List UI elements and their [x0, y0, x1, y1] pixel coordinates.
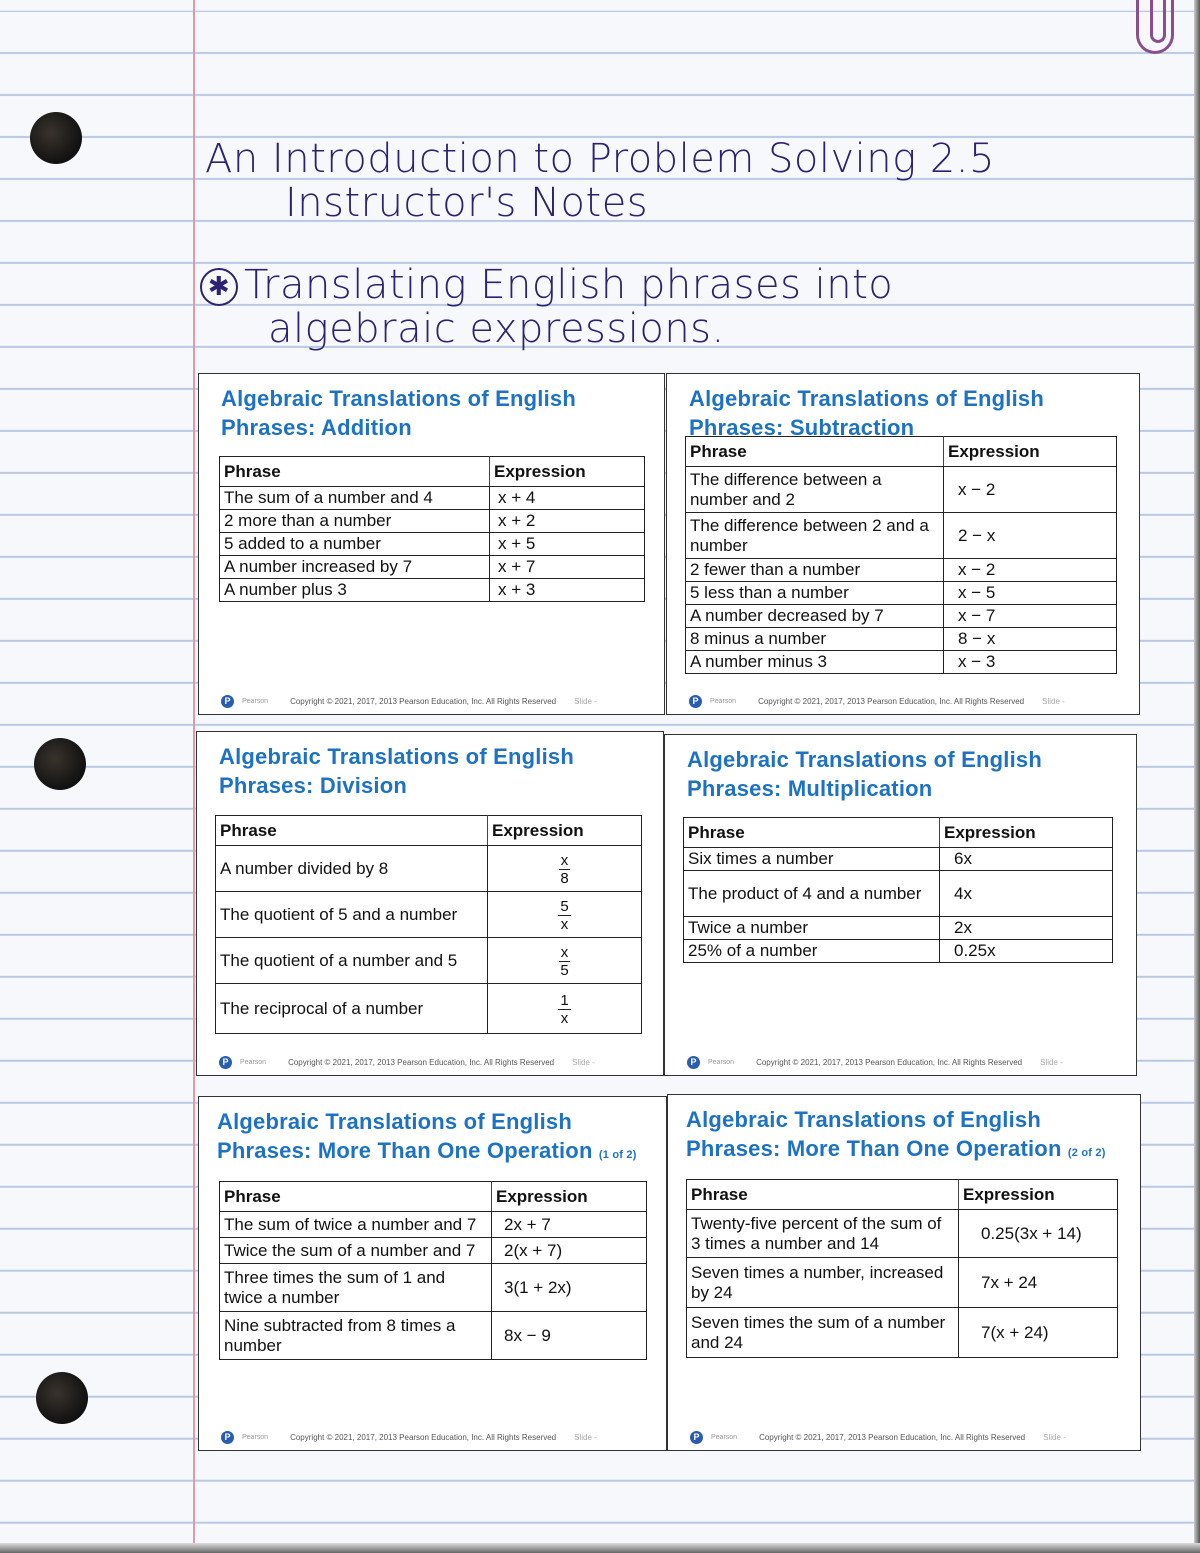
table-header-row: Phrase Expression [684, 818, 1113, 848]
notebook-margin-line [193, 0, 195, 1553]
table-row: A number increased by 7 x + 7 [220, 556, 645, 579]
table-row: Seven times a number, increased by 24 7x + 24 [687, 1258, 1118, 1308]
table-header-row: Phrase Expression [220, 1182, 647, 1212]
binder-hole [36, 1372, 88, 1424]
table-row: A number decreased by 7 x − 7 [686, 605, 1117, 628]
table-row: 5 added to a number x + 5 [220, 533, 645, 556]
slide-title: Algebraic Translations of English Phrases: Subtraction [689, 386, 1045, 440]
table-row: 2 more than a number x + 2 [220, 510, 645, 533]
table-row: Three times the sum of 1 and twice a number 3(1 + 2x) [220, 1264, 647, 1312]
table-row: Nine subtracted from 8 times a number 8x − 9 [220, 1312, 647, 1360]
table-row: 2 fewer than a number x − 2 [686, 559, 1117, 582]
slide-footer: P Pearson Copyright © 2021, 2017, 2013 Pearson Education, Inc. All Rights Reserved Slide - [221, 1431, 597, 1444]
table-row: Seven times the sum of a number and 24 7(x + 24) [687, 1308, 1118, 1358]
slide-footer: P Pearson Copyright © 2021, 2017, 2013 Pearson Education, Inc. All Rights Reserved Slide - [689, 695, 1065, 708]
table-row: 8 minus a number 8 − x [686, 628, 1117, 651]
slide-more-than-one-operation-2 [667, 1094, 1141, 1451]
table-header-row: Phrase Expression [216, 816, 642, 846]
slide-footer: P Pearson Copyright © 2021, 2017, 2013 Pearson Education, Inc. All Rights Reserved Slide - [221, 695, 597, 708]
table-row: Six times a number 6x [684, 848, 1113, 871]
table-header-row: Phrase Expression [220, 457, 645, 487]
pearson-logo-icon: P [689, 695, 702, 708]
translation-table [685, 436, 1117, 674]
binder-hole [34, 738, 86, 790]
table-row: The sum of a number and 4 x + 4 [220, 487, 645, 510]
fraction: $\frac{x}{5}$ [560, 944, 569, 979]
notes-title: An Introduction to Problem Solving 2.5 [205, 136, 995, 182]
notes-topic-line1: Translating English phrases into [244, 262, 894, 308]
slide-title: Algebraic Translations of English Phrases: Addition [221, 386, 577, 440]
notes-topic [200, 262, 893, 308]
pearson-logo-icon: P [221, 695, 234, 708]
slide-footer: P Pearson Copyright © 2021, 2017, 2013 Pearson Education, Inc. All Rights Reserved Slide - [690, 1431, 1066, 1444]
pearson-logo-icon: P [687, 1056, 700, 1069]
notes-subtitle: Instructor's Notes [285, 180, 649, 226]
paper-clip-icon [1136, 0, 1174, 54]
table-row: Twenty-five percent of the sum of 3 times a number and 14 0.25(3x + 14) [687, 1210, 1118, 1258]
translation-table [219, 1181, 647, 1360]
slide-multiplication [664, 734, 1137, 1076]
table-row: The product of 4 and a number 4x [684, 871, 1113, 917]
slide-subtraction [666, 373, 1140, 715]
slide-title: Algebraic Translations of English Phrases: Multiplication [687, 747, 1043, 801]
slide-more-than-one-operation-1 [198, 1096, 667, 1451]
fraction: $\frac{x}{8}$ [560, 852, 569, 887]
table-row: A number divided by 8 $\frac{x}{8}$ [216, 846, 642, 892]
pearson-logo-icon: P [219, 1056, 232, 1069]
table-row: The difference between a number and 2 x − 2 [686, 467, 1117, 513]
slide-footer: P Pearson Copyright © 2021, 2017, 2013 Pearson Education, Inc. All Rights Reserved Slide - [219, 1056, 595, 1069]
table-row: The reciprocal of a number $\frac{1}{x}$ [216, 984, 642, 1034]
table-row: Twice a number 2x [684, 917, 1113, 940]
page-bottom-edge [0, 1543, 1200, 1553]
table-row: The quotient of a number and 5 $\frac{x}{5}$ [216, 938, 642, 984]
binder-hole [30, 112, 82, 164]
table-row: A number plus 3 x + 3 [220, 579, 645, 602]
slide-title: Algebraic Translations of English Phrases: More Than One Operation (1 of 2) [217, 1109, 637, 1163]
table-row: The difference between 2 and a number 2 − x [686, 513, 1117, 559]
translation-table [686, 1179, 1118, 1358]
table-header-row: Phrase Expression [686, 437, 1117, 467]
translation-table [215, 815, 642, 1034]
pearson-logo-icon: P [690, 1431, 703, 1444]
slide-addition [198, 373, 665, 715]
table-row: A number minus 3 x − 3 [686, 651, 1117, 674]
table-row: Twice the sum of a number and 7 2(x + 7) [220, 1238, 647, 1264]
translation-table [219, 456, 645, 602]
fraction: $\frac{5}{x}$ [560, 898, 569, 933]
slide-title: Algebraic Translations of English Phrases: Division [219, 744, 575, 798]
slide-division [196, 731, 664, 1076]
table-row: The quotient of 5 and a number $\frac{5}{x}$ [216, 892, 642, 938]
page-right-edge [1194, 0, 1200, 1553]
table-header-row: Phrase Expression [687, 1180, 1118, 1210]
slide-title: Algebraic Translations of English Phrases: More Than One Operation (2 of 2) [686, 1107, 1106, 1161]
star-icon: ✱ [200, 268, 238, 306]
pearson-logo-icon: P [221, 1431, 234, 1444]
translation-table [683, 817, 1113, 963]
notes-topic-line2: algebraic expressions. [268, 306, 725, 352]
table-row: The sum of twice a number and 7 2x + 7 [220, 1212, 647, 1238]
slide-footer: P Pearson Copyright © 2021, 2017, 2013 Pearson Education, Inc. All Rights Reserved Slide - [687, 1056, 1063, 1069]
table-row: 25% of a number 0.25x [684, 940, 1113, 963]
fraction: $\frac{1}{x}$ [560, 992, 569, 1027]
table-row: 5 less than a number x − 5 [686, 582, 1117, 605]
